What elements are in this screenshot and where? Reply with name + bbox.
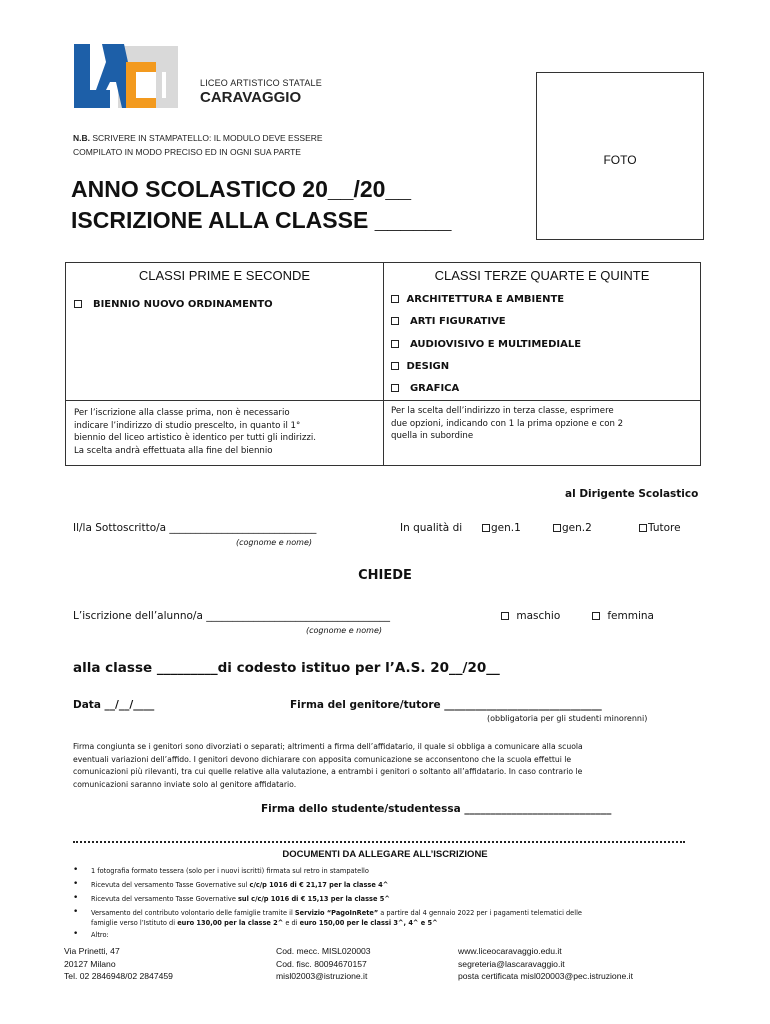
checkbox-audiovisivo[interactable]: [391, 340, 399, 348]
undersigned-field[interactable]: Il/la Sottoscritto/a ____________________________: [73, 522, 317, 534]
checkbox-gen1[interactable]: [482, 524, 490, 532]
date-field[interactable]: Data __/__/____: [73, 699, 155, 711]
document-item: • Versamento del contributo volontario delle famiglie tramite il Servizio “PagoInRete” a partire dal 4 gennaio 2022 per i pagamenti telematici delle famiglie verso l’Istituto di euro 130,00 per la classe 2^ e di euro 150,00 per le classi 3^, 4^ e 5^: [73, 907, 582, 927]
checkbox-architettura[interactable]: [391, 295, 399, 303]
student-field[interactable]: L’iscrizione dell’alunno/a ___________________________________: [73, 610, 390, 622]
dotted-separator: [73, 841, 685, 843]
undersigned-hint: (cognome e nome): [236, 538, 312, 547]
note-line2: COMPILATO IN MODO PRECISO ED IN OGNI SUA PARTE: [73, 147, 301, 157]
documents-title: DOCUMENTI DA ALLEGARE ALL’ISCRIZIONE: [282, 849, 488, 860]
disclaimer: Firma congiunta se i genitori sono divorziati o separati; altrimenti a firma dell’affidatario, il quale si obbliga a comunicare alla scuola eventuali variazioni dell’affido. I genitori devono dichiarare con apposita comunicazione se acconsentono che la scuola effettui le comunicazioni più rilevanti, tra cui quelle relative alla valutazione, a entrambi i genitori o soltanto all’affidatario. In caso contrario le comunicazioni saranno inviate solo al genitore affidatario.: [73, 742, 583, 789]
parent-signature-field[interactable]: Firma del genitore/tutore ______________________________: [290, 699, 602, 711]
left-header: CLASSI PRIME E SECONDE: [138, 268, 311, 283]
right-header: CLASSI TERZE QUARTE E QUINTE: [434, 268, 650, 283]
checkbox-arti-figurative[interactable]: [391, 317, 399, 325]
class-line[interactable]: alla classe _________di codesto istituo per l’A.S. 20__/20__: [73, 660, 500, 676]
option-arti-figurative[interactable]: ARTI FIGURATIVE: [391, 316, 506, 327]
page-title: [71, 174, 451, 236]
checkbox-tutore[interactable]: [639, 524, 647, 532]
request-heading: CHIEDE: [358, 568, 412, 583]
document-item: • Ricevuta del versamento Tasse Governative sul c/c/p 1016 di € 15,13 per la classe 5^: [73, 893, 390, 903]
footer-contacts: [458, 945, 633, 983]
option-architettura[interactable]: ARCHITETTURA E AMBIENTE: [391, 294, 564, 305]
bullet-icon: •: [73, 929, 79, 939]
title-line1: ANNO SCOLASTICO 20__/20__: [71, 176, 412, 202]
document-item: • 1 fotografia formato tessera (solo per i nuovi iscritti) firmata sul retro in stampatello: [73, 865, 369, 875]
school-logo: [72, 42, 192, 112]
bullet-icon: •: [73, 893, 79, 903]
parent-signature-hint: (obbligatoria per gli studenti minorenni): [487, 714, 648, 723]
table-divider: [383, 263, 384, 465]
footer-address: Via Prinetti, 47 20127 Milano Tel. 02 2846948/02 2847459: [64, 946, 173, 981]
table-row-divider: [66, 400, 700, 401]
option-biennio[interactable]: BIENNIO NUOVO ORDINAMENTO: [74, 299, 273, 310]
option-gen2[interactable]: gen.2: [553, 522, 592, 534]
student-hint: (cognome e nome): [306, 626, 382, 635]
document-item: • Altro:: [73, 929, 109, 939]
note-line1: N.B. SCRIVERE IN STAMPATELLO: IL MODULO DEVE ESSERE: [73, 133, 323, 143]
recipient: al Dirigente Scolastico: [565, 488, 699, 500]
school-name-line1: LICEO ARTISTICO STATALE: [200, 78, 322, 88]
photo-label: FOTO: [603, 153, 637, 167]
option-femmina[interactable]: femmina: [592, 610, 654, 622]
option-grafica[interactable]: GRAFICA: [391, 383, 459, 394]
checkbox-biennio[interactable]: [74, 300, 82, 308]
option-audiovisivo[interactable]: AUDIOVISIVO E MULTIMEDIALE: [391, 339, 581, 350]
checkbox-design[interactable]: [391, 362, 399, 370]
logo-mark: [72, 42, 192, 112]
email-link[interactable]: segreteria@lascaravaggio.it: [458, 958, 565, 969]
pec-link[interactable]: posta certificata misl020003@pec.istruzione.it: [458, 971, 633, 981]
photo-box: [536, 72, 704, 240]
checkbox-femmina[interactable]: [592, 612, 600, 620]
footer-codes: Cod. mecc. MISL020003 Cod. fisc. 80094670157 misl02003@istruzione.it: [276, 946, 371, 981]
instruction-note: [73, 131, 323, 159]
title-line2: ISCRIZIONE ALLA CLASSE ______: [71, 207, 452, 233]
student-signature-field[interactable]: Firma dello studente/studentessa ____________________________: [261, 803, 612, 815]
option-maschio[interactable]: maschio: [501, 610, 560, 622]
classes-table: [65, 262, 701, 466]
bullet-icon: •: [73, 907, 79, 917]
left-note: Per l’iscrizione alla classe prima, non è necessario indicare l’indirizzo di studio prescelto, in quanto il 1° biennio del liceo artistico è identico per tutti gli indirizzi. La scelta andrà effettuata alla fine del biennio: [74, 408, 316, 456]
document-item: • Ricevuta del versamento Tasse Governative sul c/c/p 1016 di € 21,17 per la classe 4^: [73, 879, 389, 889]
checkbox-grafica[interactable]: [391, 384, 399, 392]
bullet-icon: •: [73, 879, 79, 889]
option-gen1[interactable]: gen.1: [482, 522, 521, 534]
bullet-icon: •: [73, 865, 79, 875]
option-tutore[interactable]: Tutore: [639, 522, 681, 534]
school-name-line2: CARAVAGGIO: [200, 89, 302, 106]
checkbox-maschio[interactable]: [501, 612, 509, 620]
option-design[interactable]: DESIGN: [391, 361, 449, 372]
right-note: Per la scelta dell’indirizzo in terza classe, esprimere due opzioni, indicando con 1 la prima opzione e con 2 quella in subordine: [391, 406, 624, 441]
checkbox-gen2[interactable]: [553, 524, 561, 532]
website-link[interactable]: www.liceocaravaggio.edu.it: [458, 946, 562, 956]
quality-label: In qualità di: [400, 522, 463, 534]
